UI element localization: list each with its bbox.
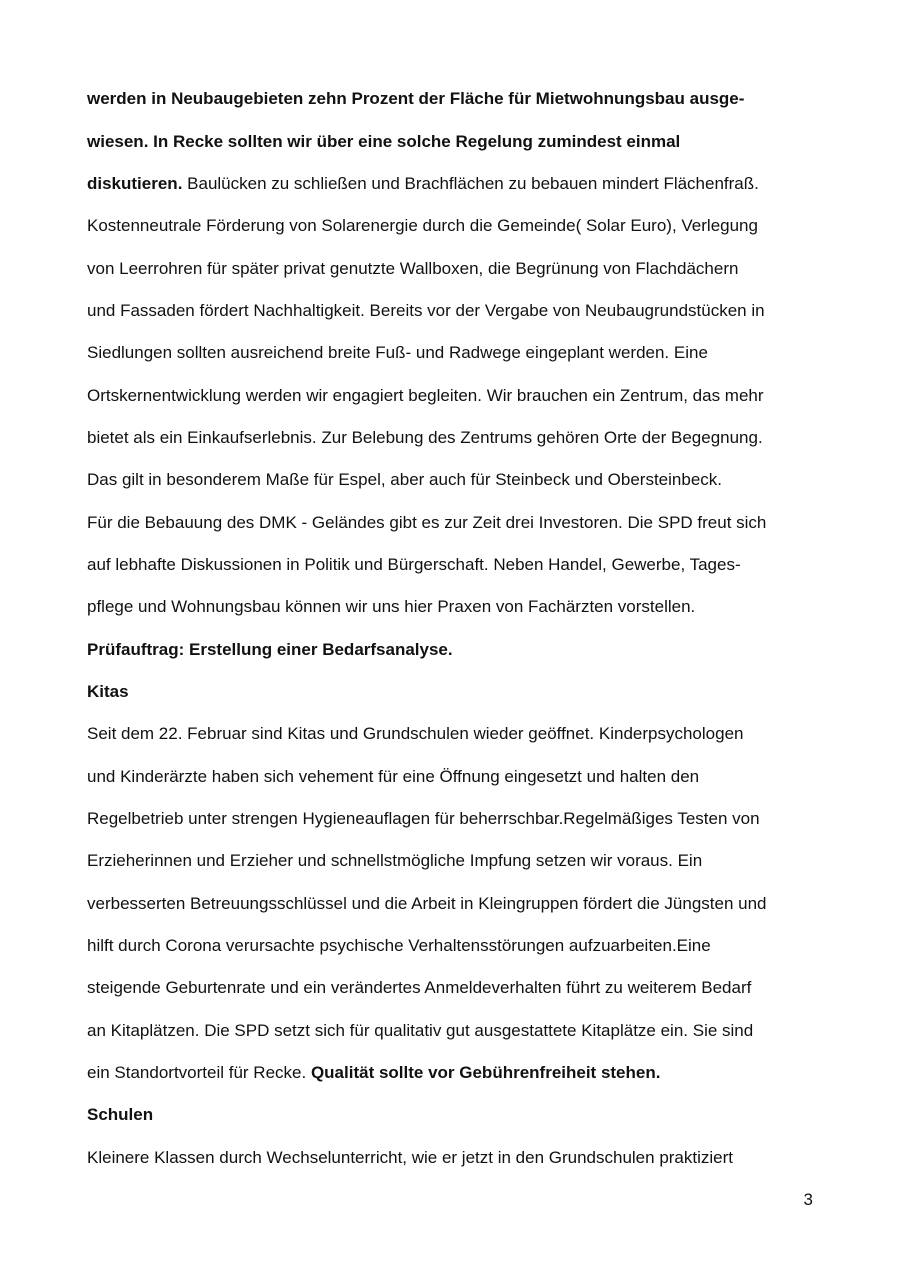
- text-line: bietet als ein Einkaufserlebnis. Zur Belebung des Zentrums gehören Orte der Begegnung.: [87, 428, 763, 447]
- text-line: verbesserten Betreuungsschlüssel und die Arbeit in Kleingruppen fördert die Jüngsten und: [87, 894, 767, 913]
- text-line: Regelbetrieb unter strengen Hygieneauflagen für beherrschbar.Regelmäßiges Testen von: [87, 809, 760, 828]
- text-line: Siedlungen sollten ausreichend breite Fuß- und Radwege eingeplant werden. Eine: [87, 343, 708, 362]
- text-line: Kostenneutrale Förderung von Solarenergie durch die Gemeinde( Solar Euro), Verlegung: [87, 216, 758, 235]
- section-heading-schulen: Schulen: [87, 1105, 154, 1124]
- text-line: Seit dem 22. Februar sind Kitas und Grundschulen wieder geöffnet. Kinderpsychologen: [87, 724, 744, 743]
- text-line: werden in Neubaugebieten zehn Prozent der Fläche für Mietwohnungsbau ausge-: [87, 89, 745, 108]
- text-line: steigende Geburtenrate und ein verändertes Anmeldeverhalten führt zu weiterem Bedarf: [87, 978, 752, 997]
- text-line: Erzieherinnen und Erzieher und schnellstmögliche Impfung setzen wir voraus. Ein: [87, 851, 703, 870]
- text-line: und Kinderärzte haben sich vehement für eine Öffnung eingesetzt und halten den: [87, 767, 700, 786]
- text-line: pflege und Wohnungsbau können wir uns hier Praxen von Fachärzten vorstellen.: [87, 597, 696, 616]
- text-line: diskutieren. Baulücken zu schließen und Brachflächen zu bebauen mindert Flächenfraß.: [87, 174, 759, 193]
- text-line: Kleinere Klassen durch Wechselunterricht, wie er jetzt in den Grundschulen praktiziert: [87, 1148, 733, 1167]
- section-heading-kitas: Kitas: [87, 682, 129, 701]
- text-line: Das gilt in besonderem Maße für Espel, aber auch für Steinbeck und Obersteinbeck.: [87, 470, 723, 489]
- text-line: und Fassaden fördert Nachhaltigkeit. Bereits vor der Vergabe von Neubaugrundstücken in: [87, 301, 765, 320]
- text-line: Ortskernentwicklung werden wir engagiert begleiten. Wir brauchen ein Zentrum, das mehr: [87, 386, 764, 405]
- text-line: Für die Bebauung des DMK - Geländes gibt es zur Zeit drei Investoren. Die SPD freut sich: [87, 513, 767, 532]
- text-line: auf lebhafte Diskussionen in Politik und Bürgerschaft. Neben Handel, Gewerbe, Tages-: [87, 555, 741, 574]
- page-number: 3: [803, 1190, 813, 1209]
- text-line: ein Standortvorteil für Recke. Qualität sollte vor Gebührenfreiheit stehen.: [87, 1063, 661, 1082]
- text-line: an Kitaplätzen. Die SPD setzt sich für qualitativ gut ausgestattete Kitaplätze ein. Sie sind: [87, 1021, 754, 1040]
- text-line: hilft durch Corona verursachte psychische Verhaltensstörungen aufzuarbeiten.Eine: [87, 936, 711, 955]
- text-line: von Leerrohren für später privat genutzte Wallboxen, die Begrünung von Flachdächern: [87, 259, 739, 278]
- text-line: wiesen. In Recke sollten wir über eine solche Regelung zumindest einmal: [87, 132, 681, 151]
- text-line: Prüfauftrag: Erstellung einer Bedarfsanalyse.: [87, 640, 453, 659]
